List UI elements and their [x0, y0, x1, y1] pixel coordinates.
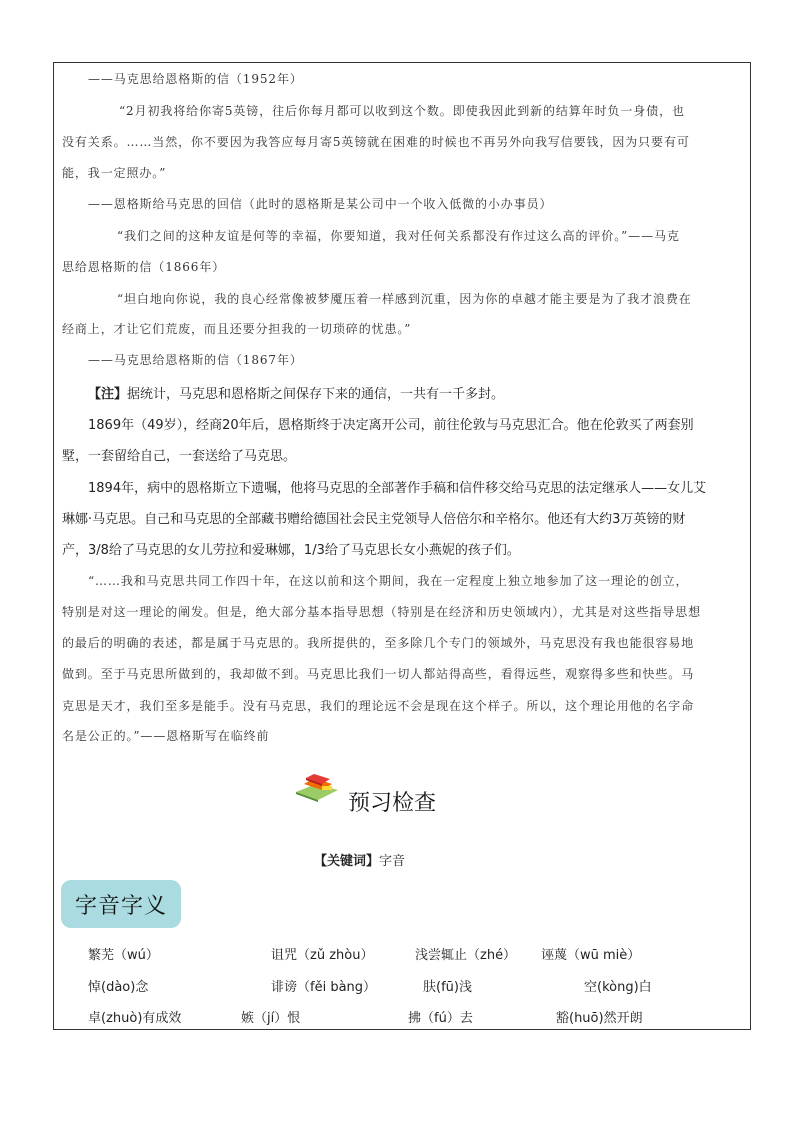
- letter-line: 思给恩格斯的信（1866年）: [62, 260, 226, 274]
- section-badge: 字音字义: [61, 880, 181, 928]
- vocab-item: 诽谤（fěi bàng）: [271, 980, 377, 995]
- letter-line: 没有关系。……当然，你不要因为我答应每月寄5英镑就在困难的时候也不再另外向我写信要钱，因为只要有可: [62, 135, 690, 149]
- letter-line: “坦白地向你说，我的良心经常像被梦魇压着一样感到沉重，因为你的卓越才能主要是为了我才浪费在: [117, 292, 692, 306]
- paragraph-line: 1869年（49岁），经商20年后，恩格斯终于决定离开公司，前往伦敦与马克思汇合。他在伦敦买了两套别: [88, 418, 694, 433]
- vocab-item: 悼(dào)念: [88, 980, 149, 995]
- vocab-item: 嫉（jí）恨: [241, 1011, 301, 1026]
- quote-line: 特别是对这一理论的阐发。但是，绝大部分基本指导思想（特别是在经济和历史领域内），尤其是对这些指导思想: [62, 605, 702, 619]
- letter-line: “2月初我将给你寄5英镑，往后你每月都可以收到这个数。即使我因此到新的结算年时负一身债，也: [119, 104, 685, 118]
- quote-line: 名是公正的。”——恩格斯写在临终前: [62, 729, 270, 743]
- quote-line: 克思是天才，我们至多是能手。没有马克思，我们的理论远不会是现在这个样子。所以，这个理论用他的名字命: [62, 699, 695, 713]
- vocab-item: 豁(huō)然开朗: [556, 1011, 643, 1026]
- letter-line: ——马克思给恩格斯的信（1867年）: [88, 353, 303, 367]
- section-title: 预习检查: [348, 791, 437, 816]
- paragraph-line: 1894年，病中的恩格斯立下遗嘱，他将马克思的全部著作手稿和信件移交给马克思的法定继承人——女儿艾: [88, 481, 707, 496]
- vocab-item: 拂（fú）去: [408, 1011, 473, 1026]
- paragraph-line: 琳娜·马克思。自己和马克思的全部藏书赠给德国社会民主党领导人倍倍尔和辛格尔。他还有大约3万英镑的财: [62, 512, 686, 527]
- quote-line: 做到。至于马克思所做到的，我却做不到。马克思比我们一切人都站得高些，看得远些，观察得多些和快些。马: [62, 667, 695, 681]
- keyword-line: [314, 850, 405, 869]
- note: [88, 383, 504, 402]
- letter-line: 能，我一定照办。”: [62, 166, 167, 180]
- keyword-label: 【关键词】: [314, 854, 380, 869]
- quote-line: 的最后的明确的表述，都是属于马克思的。我所提供的，至多除几个专门的领域外，马克思没有我也能很容易地: [62, 636, 695, 650]
- letter-line: 经商上，才让它们荒废，而且还要分担我的一切琐碎的忧患。”: [62, 322, 412, 336]
- vocab-item: 卓(zhuò)有成效: [88, 1011, 182, 1026]
- vocab-item: 浅尝辄止（zhé）: [415, 948, 517, 963]
- letter-line: ——马克思给恩格斯的信（1952年）: [88, 72, 303, 86]
- book-icon: [292, 772, 340, 802]
- vocab-item: 诬蔑（wū miè）: [541, 948, 641, 963]
- quote-line: “……我和马克思共同工作四十年，在这以前和这个期间，我在一定程度上独立地参加了这一理论的创立，: [88, 574, 689, 588]
- vocab-item: 诅咒（zǔ zhòu）: [271, 948, 374, 963]
- paragraph-line: 产，3/8给了马克思的女儿劳拉和爱琳娜，1/3给了马克思长女小燕妮的孩子们。: [62, 543, 520, 558]
- vocab-item: 肤(fū)浅: [423, 980, 472, 995]
- vocab-item: 繁芜（wú）: [88, 948, 159, 963]
- keyword-value: 字音: [379, 854, 406, 869]
- vocab-item: 空(kòng)白: [584, 980, 652, 995]
- paragraph-line: 墅，一套留给自己，一套送给了马克思。: [62, 449, 297, 464]
- letter-line: “我们之间的这种友谊是何等的幸福，你要知道，我对任何关系都没有作过这么高的评价。”——马克: [117, 229, 680, 243]
- note-label: 【注】: [88, 387, 128, 402]
- note-text: 据统计，马克思和恩格斯之间保存下来的通信，一共有一千多封。: [127, 387, 505, 402]
- letter-line: ——恩格斯给马克思的回信（此时的恩格斯是某公司中一个收入低微的小办事员）: [88, 197, 553, 211]
